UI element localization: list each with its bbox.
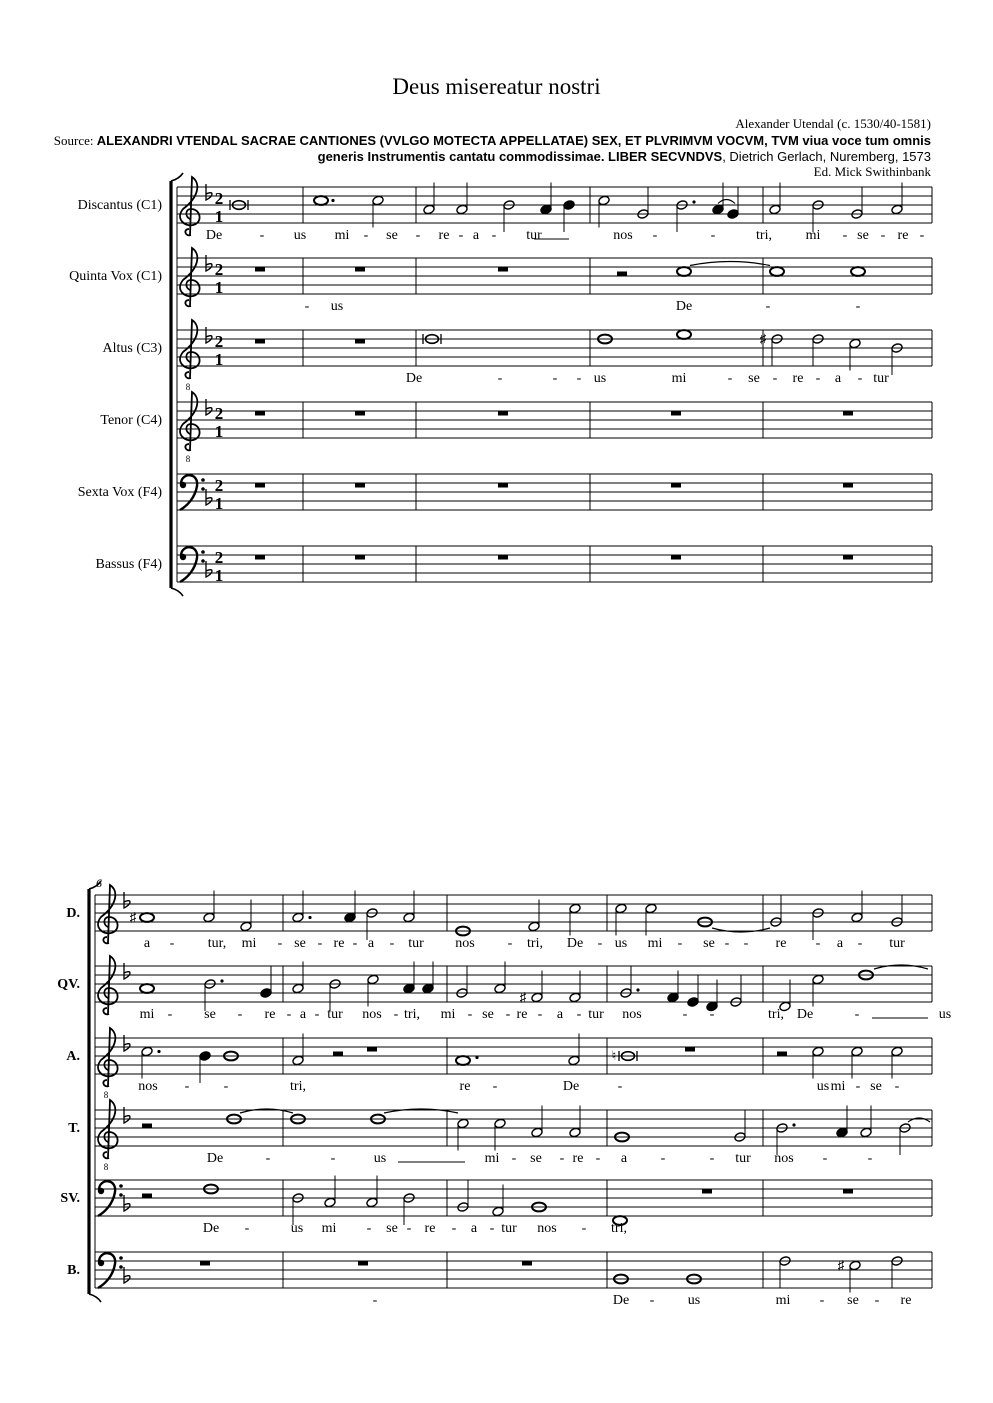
lyric-syllable: tur	[501, 1221, 517, 1236]
lyric-syllable: re	[264, 1007, 276, 1022]
lyric-hyphen: -	[617, 1079, 623, 1094]
whole-rest	[843, 555, 853, 560]
lyric-syllable: nos	[613, 228, 633, 243]
flat-icon	[124, 1195, 130, 1211]
lyric-syllable: mi	[775, 1293, 791, 1308]
lyric-syllable: De	[206, 1151, 224, 1166]
lyric-syllable: a	[299, 1007, 307, 1022]
note	[779, 1256, 791, 1288]
lyric-syllable: mi	[440, 1007, 456, 1022]
lyric-hyphen: -	[167, 1007, 173, 1022]
lyric-hyphen: -	[822, 1151, 828, 1166]
time-signature-bottom: 1	[214, 422, 224, 441]
lyric-syllable: re	[459, 1079, 471, 1094]
note	[676, 200, 696, 232]
treble-clef-icon	[180, 320, 200, 378]
lyric-syllable: tur	[327, 1007, 343, 1022]
lyric-syllable: De	[405, 371, 423, 386]
lyric-syllable: tur,	[207, 936, 227, 951]
lyric-hyphen: -	[842, 228, 848, 243]
note	[457, 1180, 469, 1212]
lyric-syllable: us	[373, 1151, 387, 1166]
lyric-hyphen: -	[389, 936, 395, 951]
whole-rest	[255, 411, 265, 416]
lyric-hyphen: -	[677, 936, 683, 951]
lyric-syllable: a	[836, 936, 844, 951]
lyric-syllable: a	[143, 936, 151, 951]
lyric-hyphen: -	[184, 1079, 190, 1094]
staff-name: Sexta Vox (F4)	[77, 485, 162, 500]
treble-clef-icon	[98, 1028, 118, 1086]
lyric-syllable: mi	[830, 1079, 846, 1094]
bass-clef-icon	[98, 1253, 123, 1288]
flat-icon	[206, 327, 212, 343]
lyric-hyphen: -	[724, 936, 730, 951]
time-signature-bottom: 1	[214, 350, 224, 369]
lyric-syllable: tur	[735, 1151, 751, 1166]
time-signature-bottom: 1	[214, 566, 224, 585]
lyric-syllable: a	[834, 371, 842, 386]
lyric-hyphen: -	[277, 936, 283, 951]
whole-rest	[671, 555, 681, 560]
measure-number: 6	[96, 876, 102, 890]
lyric-syllable: tur	[526, 228, 542, 243]
lyric-syllable: nos	[362, 1007, 382, 1022]
lyric-hyphen: -	[576, 1007, 582, 1022]
lyric-hyphen: -	[317, 936, 323, 951]
lyric-syllable: mi	[321, 1221, 337, 1236]
bass-clef-icon	[180, 475, 205, 510]
staff-name: Tenor (C4)	[100, 413, 162, 428]
lyric-syllable: De	[202, 1221, 220, 1236]
lyric-hyphen: -	[286, 1007, 292, 1022]
lyric-hyphen: -	[415, 228, 421, 243]
lyric-hyphen: -	[765, 299, 771, 314]
octave-8-mark: 8	[103, 1162, 109, 1172]
lyric-syllable: us	[614, 936, 628, 951]
lyric-hyphen: -	[597, 936, 603, 951]
lyric-syllable: se	[386, 1221, 398, 1236]
source-prefix: Source:	[53, 133, 97, 148]
whole-rest	[671, 411, 681, 416]
lyric-syllable: se	[204, 1007, 216, 1022]
lyric-hyphen: -	[709, 1007, 715, 1022]
whole-rest	[255, 267, 265, 272]
lyric-syllable: nos	[455, 936, 475, 951]
lyric-syllable: nos	[622, 1007, 642, 1022]
staff	[95, 966, 932, 1002]
lyric-syllable: se	[703, 936, 715, 951]
note	[771, 334, 783, 366]
lyric-syllable: us	[593, 371, 607, 386]
lyric-syllable: se	[748, 371, 760, 386]
lyric-syllable: nos	[537, 1221, 557, 1236]
lyric-hyphen: -	[874, 1293, 880, 1308]
note	[851, 187, 863, 219]
lyric-hyphen: -	[372, 1293, 378, 1308]
lyric-syllable: De	[796, 1007, 814, 1022]
note	[140, 984, 154, 993]
note	[456, 1056, 470, 1065]
lyric-hyphen: -	[727, 371, 733, 386]
whole-rest	[255, 555, 265, 560]
whole-rest	[255, 339, 265, 344]
lyric-syllable: De	[675, 299, 693, 314]
lyric-syllable: us	[687, 1293, 701, 1308]
lyric-syllable: mi	[241, 936, 257, 951]
editor-credit: Ed. Mick Swithinbank	[813, 164, 931, 179]
source-title: ALEXANDRI VTENDAL SACRAE CANTIONES (VVLGO MOTECTA APPELLATAE) SEX, ET PLVRIMVM VOCVM, TVM viua voce tum omnis generis Instrumentis cantatu commodissimae. LIBER SECVNDVS	[96, 133, 931, 164]
whole-rest	[498, 555, 508, 560]
lyric-hyphen: -	[819, 1293, 825, 1308]
note	[730, 975, 742, 1007]
whole-rest	[355, 411, 365, 416]
note	[770, 267, 784, 276]
lyric-syllable: De	[566, 936, 584, 951]
bracket-bottom	[89, 1294, 101, 1302]
lyric-syllable: se	[386, 228, 398, 243]
lyric-syllable: tri,	[527, 936, 543, 951]
lyric-syllable: nos	[774, 1151, 794, 1166]
whole-rest	[843, 1189, 853, 1194]
time-signature-top: 2	[214, 548, 224, 567]
lyric-hyphen: -	[649, 1293, 655, 1308]
lyric-syllable: a	[556, 1007, 564, 1022]
note	[677, 267, 691, 276]
treble-clef-icon	[98, 885, 118, 943]
lyric-hyphen: -	[894, 1079, 900, 1094]
lyric-hyphen: -	[709, 1151, 715, 1166]
whole-rest	[358, 1261, 368, 1266]
lyric-hyphen: -	[815, 936, 821, 951]
lyric-hyphen: -	[857, 936, 863, 951]
lyric-syllable: us	[816, 1079, 830, 1094]
lyric-syllable: us	[293, 228, 307, 243]
lyric-syllable: mi	[671, 371, 687, 386]
time-signature-top: 2	[214, 189, 224, 208]
note	[891, 895, 903, 927]
lyric-syllable: us	[938, 1007, 952, 1022]
lyric-syllable: re	[775, 936, 787, 951]
half-rest	[142, 1124, 152, 1129]
bass-clef-icon	[98, 1181, 123, 1216]
note	[503, 200, 515, 232]
staff-name: A.	[66, 1049, 80, 1064]
note	[314, 196, 335, 205]
staff	[95, 1038, 932, 1074]
lyric-syllable: us	[330, 299, 344, 314]
sharp-icon: ♯	[759, 331, 767, 346]
flat-icon	[124, 1107, 130, 1123]
treble-clef-icon	[180, 177, 200, 235]
lyric-hyphen: -	[815, 371, 821, 386]
flat-icon	[124, 1267, 130, 1283]
lyric-hyphen: -	[489, 1221, 495, 1236]
lyric-hyphen: -	[507, 936, 513, 951]
octave-8-mark: 8	[103, 1090, 109, 1100]
lyric-hyphen: -	[595, 1151, 601, 1166]
lyric-syllable: nos	[138, 1079, 158, 1094]
flat-icon	[124, 1035, 130, 1051]
whole-rest	[843, 411, 853, 416]
treble-clef-icon	[180, 392, 200, 450]
lyric-syllable: re	[516, 1007, 528, 1022]
staff	[177, 546, 932, 582]
treble-clef-icon	[98, 956, 118, 1014]
staff-name: B.	[67, 1263, 80, 1278]
time-signature-top: 2	[214, 260, 224, 279]
note	[620, 966, 640, 998]
sharp-icon: ♯	[129, 909, 137, 925]
lyric-syllable: re	[792, 371, 804, 386]
lyric-syllable: se	[847, 1293, 859, 1308]
staff-name: Bassus (F4)	[95, 557, 162, 572]
flat-icon	[124, 963, 130, 979]
time-signature-bottom: 1	[214, 278, 224, 297]
whole-rest	[498, 267, 508, 272]
lyric-syllable: re	[572, 1151, 584, 1166]
lyric-syllable: De	[205, 228, 223, 243]
lyric-hyphen: -	[497, 371, 503, 386]
tie-slur	[690, 262, 770, 266]
lyric-syllable: tri,	[290, 1079, 306, 1094]
lyric-syllable: mi	[139, 1007, 155, 1022]
lyric-syllable: tri,	[404, 1007, 420, 1022]
tie-slur	[718, 200, 735, 204]
lyric-hyphen: -	[314, 1007, 320, 1022]
lyric-syllable: re	[333, 936, 345, 951]
bracket-bottom	[171, 588, 183, 596]
lyric-hyphen: -	[223, 1079, 229, 1094]
lyric-hyphen: -	[710, 228, 716, 243]
staff	[95, 1110, 932, 1146]
lyric-syllable: tri,	[768, 1007, 784, 1022]
whole-rest	[702, 1189, 712, 1194]
lyric-hyphen: -	[772, 371, 778, 386]
note	[260, 966, 272, 998]
half-rest	[617, 272, 627, 277]
lyric-syllable: re	[897, 228, 909, 243]
time-signature-top: 2	[214, 404, 224, 423]
lyric-hyphen: -	[855, 1079, 861, 1094]
staff	[177, 474, 932, 510]
time-signature-bottom: 1	[214, 494, 224, 513]
lyric-hyphen: -	[537, 1007, 543, 1022]
whole-rest	[498, 483, 508, 488]
whole-rest	[355, 339, 365, 344]
lyric-hyphen: -	[857, 371, 863, 386]
lyric-syllable: tri,	[756, 228, 772, 243]
whole-rest	[355, 483, 365, 488]
half-rest	[333, 1052, 343, 1057]
note	[456, 966, 468, 998]
flat-icon	[206, 184, 212, 200]
lyric-syllable: tur	[408, 936, 424, 951]
lyric-syllable: se	[530, 1151, 542, 1166]
lyric-syllable: De	[612, 1293, 630, 1308]
staff-name: Quinta Vox (C1)	[69, 269, 162, 284]
lyric-hyphen: -	[581, 1221, 587, 1236]
lyric-hyphen: -	[406, 1221, 412, 1236]
time-signature-top: 2	[214, 332, 224, 351]
composer-credit: Alexander Utendal (c. 1530/40-1581)	[735, 116, 931, 131]
lyric-syllable: mi	[484, 1151, 500, 1166]
lyric-syllable: mi	[805, 228, 821, 243]
whole-rest	[355, 267, 365, 272]
lyric-hyphen: -	[169, 936, 175, 951]
lyric-syllable: tur	[889, 936, 905, 951]
whole-rest	[255, 483, 265, 488]
lyric-hyphen: -	[451, 1221, 457, 1236]
whole-rest	[843, 483, 853, 488]
lyric-syllable: se	[870, 1079, 882, 1094]
lyric-hyphen: -	[352, 936, 358, 951]
lyric-hyphen: -	[363, 228, 369, 243]
staff-name: D.	[66, 906, 80, 921]
sharp-icon: ♯	[837, 1257, 845, 1273]
lyric-syllable: re	[900, 1293, 912, 1308]
lyric-hyphen: -	[867, 1151, 873, 1166]
note	[770, 895, 782, 927]
lyric-syllable: se	[294, 936, 306, 951]
lyric-hyphen: -	[259, 228, 265, 243]
note	[727, 187, 739, 219]
lyric-hyphen: -	[511, 1151, 517, 1166]
lyric-syllable: us	[290, 1221, 304, 1236]
flat-icon	[206, 561, 212, 577]
lyric-syllable: a	[472, 228, 480, 243]
note	[140, 913, 154, 922]
flat-icon	[124, 892, 130, 908]
staff-name: T.	[68, 1121, 80, 1136]
time-signature-top: 2	[214, 476, 224, 495]
lyric-hyphen: -	[880, 228, 886, 243]
bass-clef-icon	[180, 547, 205, 582]
note	[899, 1123, 911, 1155]
lyric-hyphen: -	[576, 371, 582, 386]
lyric-syllable: De	[562, 1079, 580, 1094]
lyric-hyphen: -	[682, 1007, 688, 1022]
staff-name: Discantus (C1)	[77, 198, 162, 213]
note	[687, 975, 699, 1007]
lyric-syllable: a	[470, 1221, 478, 1236]
lyric-syllable: tur	[873, 371, 889, 386]
flat-icon	[206, 399, 212, 415]
lyric-syllable: mi	[647, 936, 663, 951]
lyric-hyphen: -	[244, 1221, 250, 1236]
whole-rest	[355, 555, 365, 560]
whole-rest	[685, 1047, 695, 1052]
staff-name: Altus (C3)	[102, 341, 162, 356]
lyric-hyphen: -	[505, 1007, 511, 1022]
lyric-hyphen: -	[491, 228, 497, 243]
lyric-hyphen: -	[552, 371, 558, 386]
staff	[177, 402, 932, 438]
lyric-hyphen: -	[919, 228, 925, 243]
treble-clef-icon	[180, 248, 200, 306]
lyric-hyphen: -	[366, 1221, 372, 1236]
lyric-hyphen: -	[237, 1007, 243, 1022]
lyric-syllable: tur	[588, 1007, 604, 1022]
sharp-icon: ♯	[519, 989, 527, 1005]
note	[199, 1051, 211, 1083]
half-rest	[142, 1194, 152, 1199]
staff-name: SV.	[60, 1191, 80, 1206]
whole-rest	[498, 411, 508, 416]
octave-8-mark: 8	[185, 382, 191, 392]
whole-rest	[671, 483, 681, 488]
flat-icon	[206, 489, 212, 505]
staff-name: QV.	[57, 977, 80, 992]
lyric-hyphen: -	[265, 1151, 271, 1166]
staff	[95, 1180, 932, 1216]
time-signature-bottom: 1	[214, 207, 224, 226]
note	[891, 343, 903, 375]
note	[851, 267, 865, 276]
bracket-top	[171, 173, 183, 181]
lyric-syllable: mi	[334, 228, 350, 243]
lyric-hyphen: -	[854, 1007, 860, 1022]
lyric-syllable: tri,	[611, 1221, 627, 1236]
note	[734, 1110, 746, 1142]
dot	[475, 1056, 478, 1059]
lyric-syllable: a	[620, 1151, 628, 1166]
lyric-hyphen: -	[393, 1007, 399, 1022]
whole-rest	[522, 1261, 532, 1266]
lyric-syllable: se	[857, 228, 869, 243]
note	[891, 1256, 903, 1288]
lyric-hyphen: -	[660, 1151, 666, 1166]
whole-rest	[367, 1047, 377, 1052]
lyric-syllable: se	[482, 1007, 494, 1022]
lyric-hyphen: -	[559, 1151, 565, 1166]
lyric-hyphen: -	[855, 299, 861, 314]
note	[812, 334, 824, 366]
lyric-hyphen: -	[467, 1007, 473, 1022]
note	[677, 330, 691, 339]
lyric-syllable: re	[438, 228, 450, 243]
treble-clef-icon	[98, 1100, 118, 1158]
half-rest	[777, 1052, 787, 1057]
lyric-hyphen: -	[492, 1079, 498, 1094]
staff	[177, 187, 932, 223]
lyric-syllable: re	[424, 1221, 436, 1236]
source-publisher: , Dietrich Gerlach, Nuremberg, 1573	[722, 149, 931, 164]
note	[637, 187, 649, 219]
lyric-syllable: a	[367, 936, 375, 951]
lyric-hyphen: -	[330, 1151, 336, 1166]
staff	[177, 258, 932, 294]
staff	[95, 895, 932, 931]
score-title: Deus misereatur nostri	[392, 74, 601, 99]
whole-rest	[200, 1261, 210, 1266]
flat-icon	[206, 255, 212, 271]
lyric-hyphen: -	[458, 228, 464, 243]
lyric-hyphen: -	[743, 936, 749, 951]
staff	[95, 1252, 932, 1288]
lyric-hyphen: -	[304, 299, 310, 314]
note	[563, 200, 575, 232]
lyric-hyphen: -	[652, 228, 658, 243]
natural-icon: ♮	[611, 1048, 617, 1063]
octave-8-mark: 8	[185, 454, 191, 464]
